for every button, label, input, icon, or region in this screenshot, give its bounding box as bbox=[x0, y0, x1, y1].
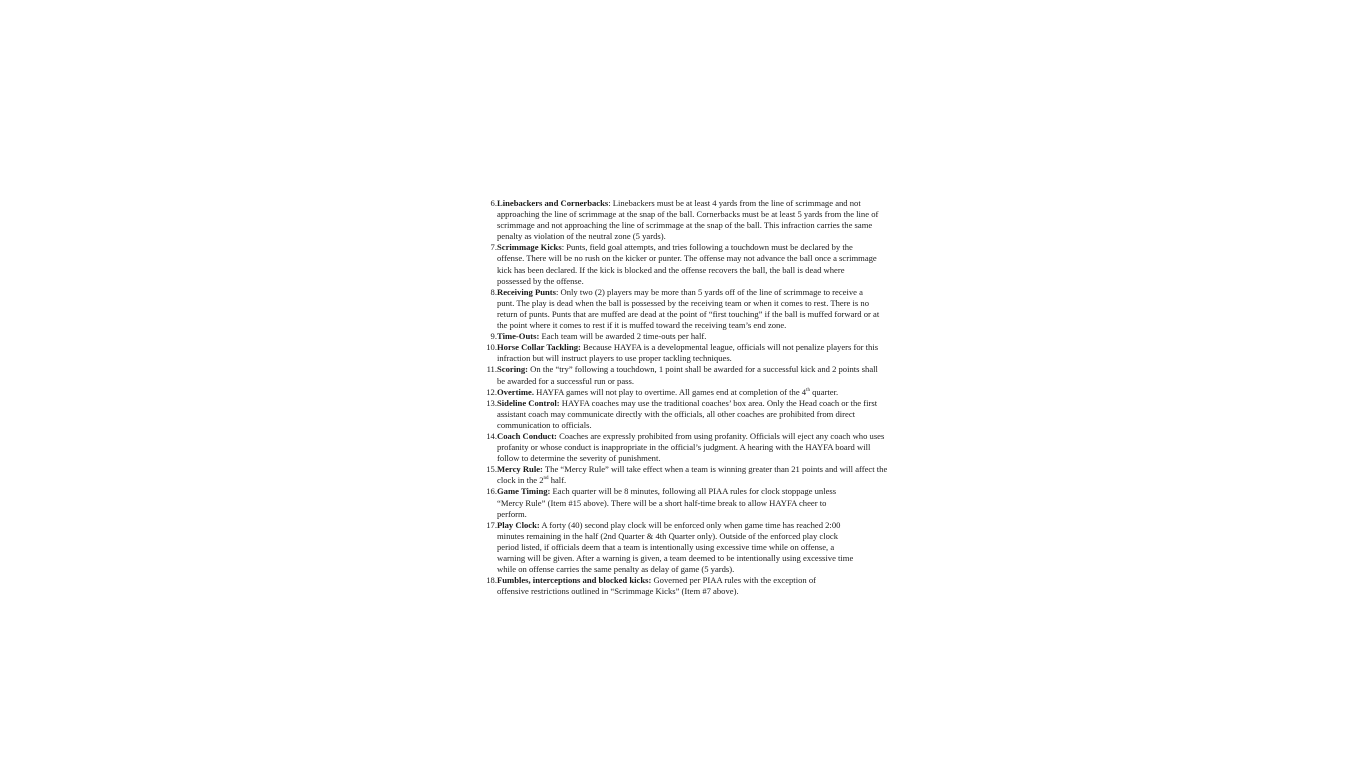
rule-item bbox=[478, 431, 891, 464]
rule-text: HAYFA games will not play to overtime. All games end at completion of the 4 bbox=[533, 386, 807, 397]
rule-item bbox=[478, 331, 898, 342]
rule-item bbox=[478, 364, 880, 386]
rule-term: Scoring: bbox=[497, 364, 529, 375]
rule-number: 10. bbox=[486, 342, 497, 353]
rule-body bbox=[497, 331, 898, 342]
rule-term: Play Clock: bbox=[497, 519, 540, 530]
rule-text: A forty (40) second play clock will be enforced only when game time has reached 2:00 minutes remaining in the half (2nd Quarter & 4th Quarter only). Outside of the enforced play clock period listed, if officials deem that a team is intentionally using excessive time while on offense, a warning will be given. After a warning is given, a team deemed to be intentionally using excessive time while on offense carries the same penalty as delay of game (5 yards). bbox=[497, 519, 854, 575]
rule-number: 12. bbox=[486, 386, 497, 397]
rule-item bbox=[478, 486, 854, 519]
rule-number: 6. bbox=[490, 198, 497, 208]
rule-item bbox=[478, 398, 878, 431]
rule-item bbox=[478, 520, 856, 575]
rule-number: 9. bbox=[490, 331, 497, 342]
rule-term: Overtime. bbox=[497, 386, 534, 397]
rule-term: Mercy Rule: bbox=[497, 464, 543, 475]
rule-number: 14. bbox=[486, 430, 497, 441]
rule-term: Receiving Punts bbox=[497, 286, 556, 297]
ordinal-suffix: nd bbox=[543, 476, 549, 482]
rule-text: Each team will be awarded 2 time-outs per half. bbox=[539, 331, 707, 342]
rule-item bbox=[478, 342, 883, 364]
rule-body bbox=[497, 431, 891, 464]
rule-body bbox=[497, 575, 836, 597]
rule-body bbox=[497, 520, 856, 575]
rule-item bbox=[478, 575, 836, 597]
document-page bbox=[478, 198, 898, 597]
rule-body bbox=[497, 364, 880, 386]
rule-body bbox=[497, 486, 854, 519]
rule-number: 16. bbox=[486, 486, 497, 497]
rule-term: Linebackers and Cornerbacks bbox=[497, 198, 609, 208]
rule-number: 18. bbox=[486, 575, 497, 586]
rule-number: 13. bbox=[486, 397, 497, 408]
rule-number: 11. bbox=[486, 364, 497, 375]
rule-text: On the “try” following a touchdown, 1 point shall be awarded for a successful kick and 2 points shall be awarded for a successful run or pass. bbox=[497, 364, 878, 386]
rule-item bbox=[478, 198, 880, 242]
rule-item bbox=[478, 287, 880, 331]
rule-term: Horse Collar Tackling: bbox=[497, 342, 581, 353]
rule-text: : Punts, field goal attempts, and tries following a touchdown must be declared by the offense. There will be no rush on the kicker or punter. The offense may not advance the ball once a scrimmage kick has been declared. If the kick is blocked and the offense recovers the ball, the ball is dead where possessed by the offense. bbox=[497, 242, 877, 286]
rule-number: 15. bbox=[486, 464, 497, 475]
rule-text: : Linebackers must be at least 4 yards from the line of scrimmage and not approaching the line of scrimmage at the snap of the ball. Cornerbacks must be at least 5 yards from the line of scrimmage and not approaching the line of scrimmage at the snap of the ball. This infraction carries the same penalty as violation of the neutral zone (5 yards). bbox=[497, 198, 879, 242]
rule-body bbox=[497, 464, 894, 486]
rule-term: Time-Outs: bbox=[497, 331, 540, 342]
rule-body bbox=[497, 198, 880, 242]
rule-number: 17. bbox=[486, 519, 497, 530]
rule-text: Governed per PIAA rules with the exception of offensive restrictions outlined in “Scrimmage Kicks” (Item #7 above). bbox=[497, 575, 816, 597]
rule-item bbox=[478, 387, 898, 398]
rule-term: Scrimmage Kicks bbox=[497, 242, 562, 253]
rule-term: Game Timing: bbox=[497, 486, 551, 497]
rule-body bbox=[497, 398, 878, 431]
rule-text-end: half. bbox=[548, 475, 567, 486]
rule-body bbox=[497, 387, 898, 398]
rule-number: 8. bbox=[490, 286, 497, 297]
rule-item bbox=[478, 464, 894, 486]
rule-text: HAYFA coaches may use the traditional coaches’ box area. Only the Head coach or the first assistant coach may communicate directly with the officials, all other coaches are prohibited from direct communication to officials. bbox=[497, 397, 878, 430]
rule-text: : Only two (2) players may be more than 5 yards off of the line of scrimmage to receive a punt. The play is dead when the ball is possessed by the receiving team or when it comes to rest. There is no return of punts. Punts that are muffed are dead at the point of “first touching” if the ball is muffed forward or at the point where it comes to rest if it is muffed toward the receiving team’s end zone. bbox=[497, 286, 880, 331]
rule-body bbox=[497, 242, 878, 286]
rule-term: Coach Conduct: bbox=[497, 430, 557, 441]
rule-text: Coaches are expressly prohibited from using profanity. Officials will eject any coach who uses profanity or whose conduct is inappropriate in the official’s judgment. A hearing with the HAYFA board will follow to determine the severity of punishment. bbox=[497, 430, 885, 464]
rule-body bbox=[497, 342, 883, 364]
rule-number: 7. bbox=[490, 242, 497, 253]
rule-body bbox=[497, 287, 880, 331]
rule-text: Each quarter will be 8 minutes, following all PIAA rules for clock stoppage unless “Mercy Rule” (Item #15 above). There will be a short half-time break to allow HAYFA cheer to perform. bbox=[497, 486, 837, 519]
rule-term: Sideline Control: bbox=[497, 397, 560, 408]
rule-text: The “Mercy Rule” will take effect when a team is winning greater than 21 points and will affect the clock in the 2 bbox=[497, 464, 888, 486]
rule-item bbox=[478, 242, 878, 286]
rule-text-end: quarter. bbox=[809, 386, 839, 397]
rule-text: Because HAYFA is a developmental league, officials will not penalize players for this infraction but will instruct players to use proper tackling techniques. bbox=[497, 342, 879, 364]
ordinal-suffix: th bbox=[806, 387, 810, 393]
rule-term: Fumbles, interceptions and blocked kicks: bbox=[497, 575, 652, 586]
